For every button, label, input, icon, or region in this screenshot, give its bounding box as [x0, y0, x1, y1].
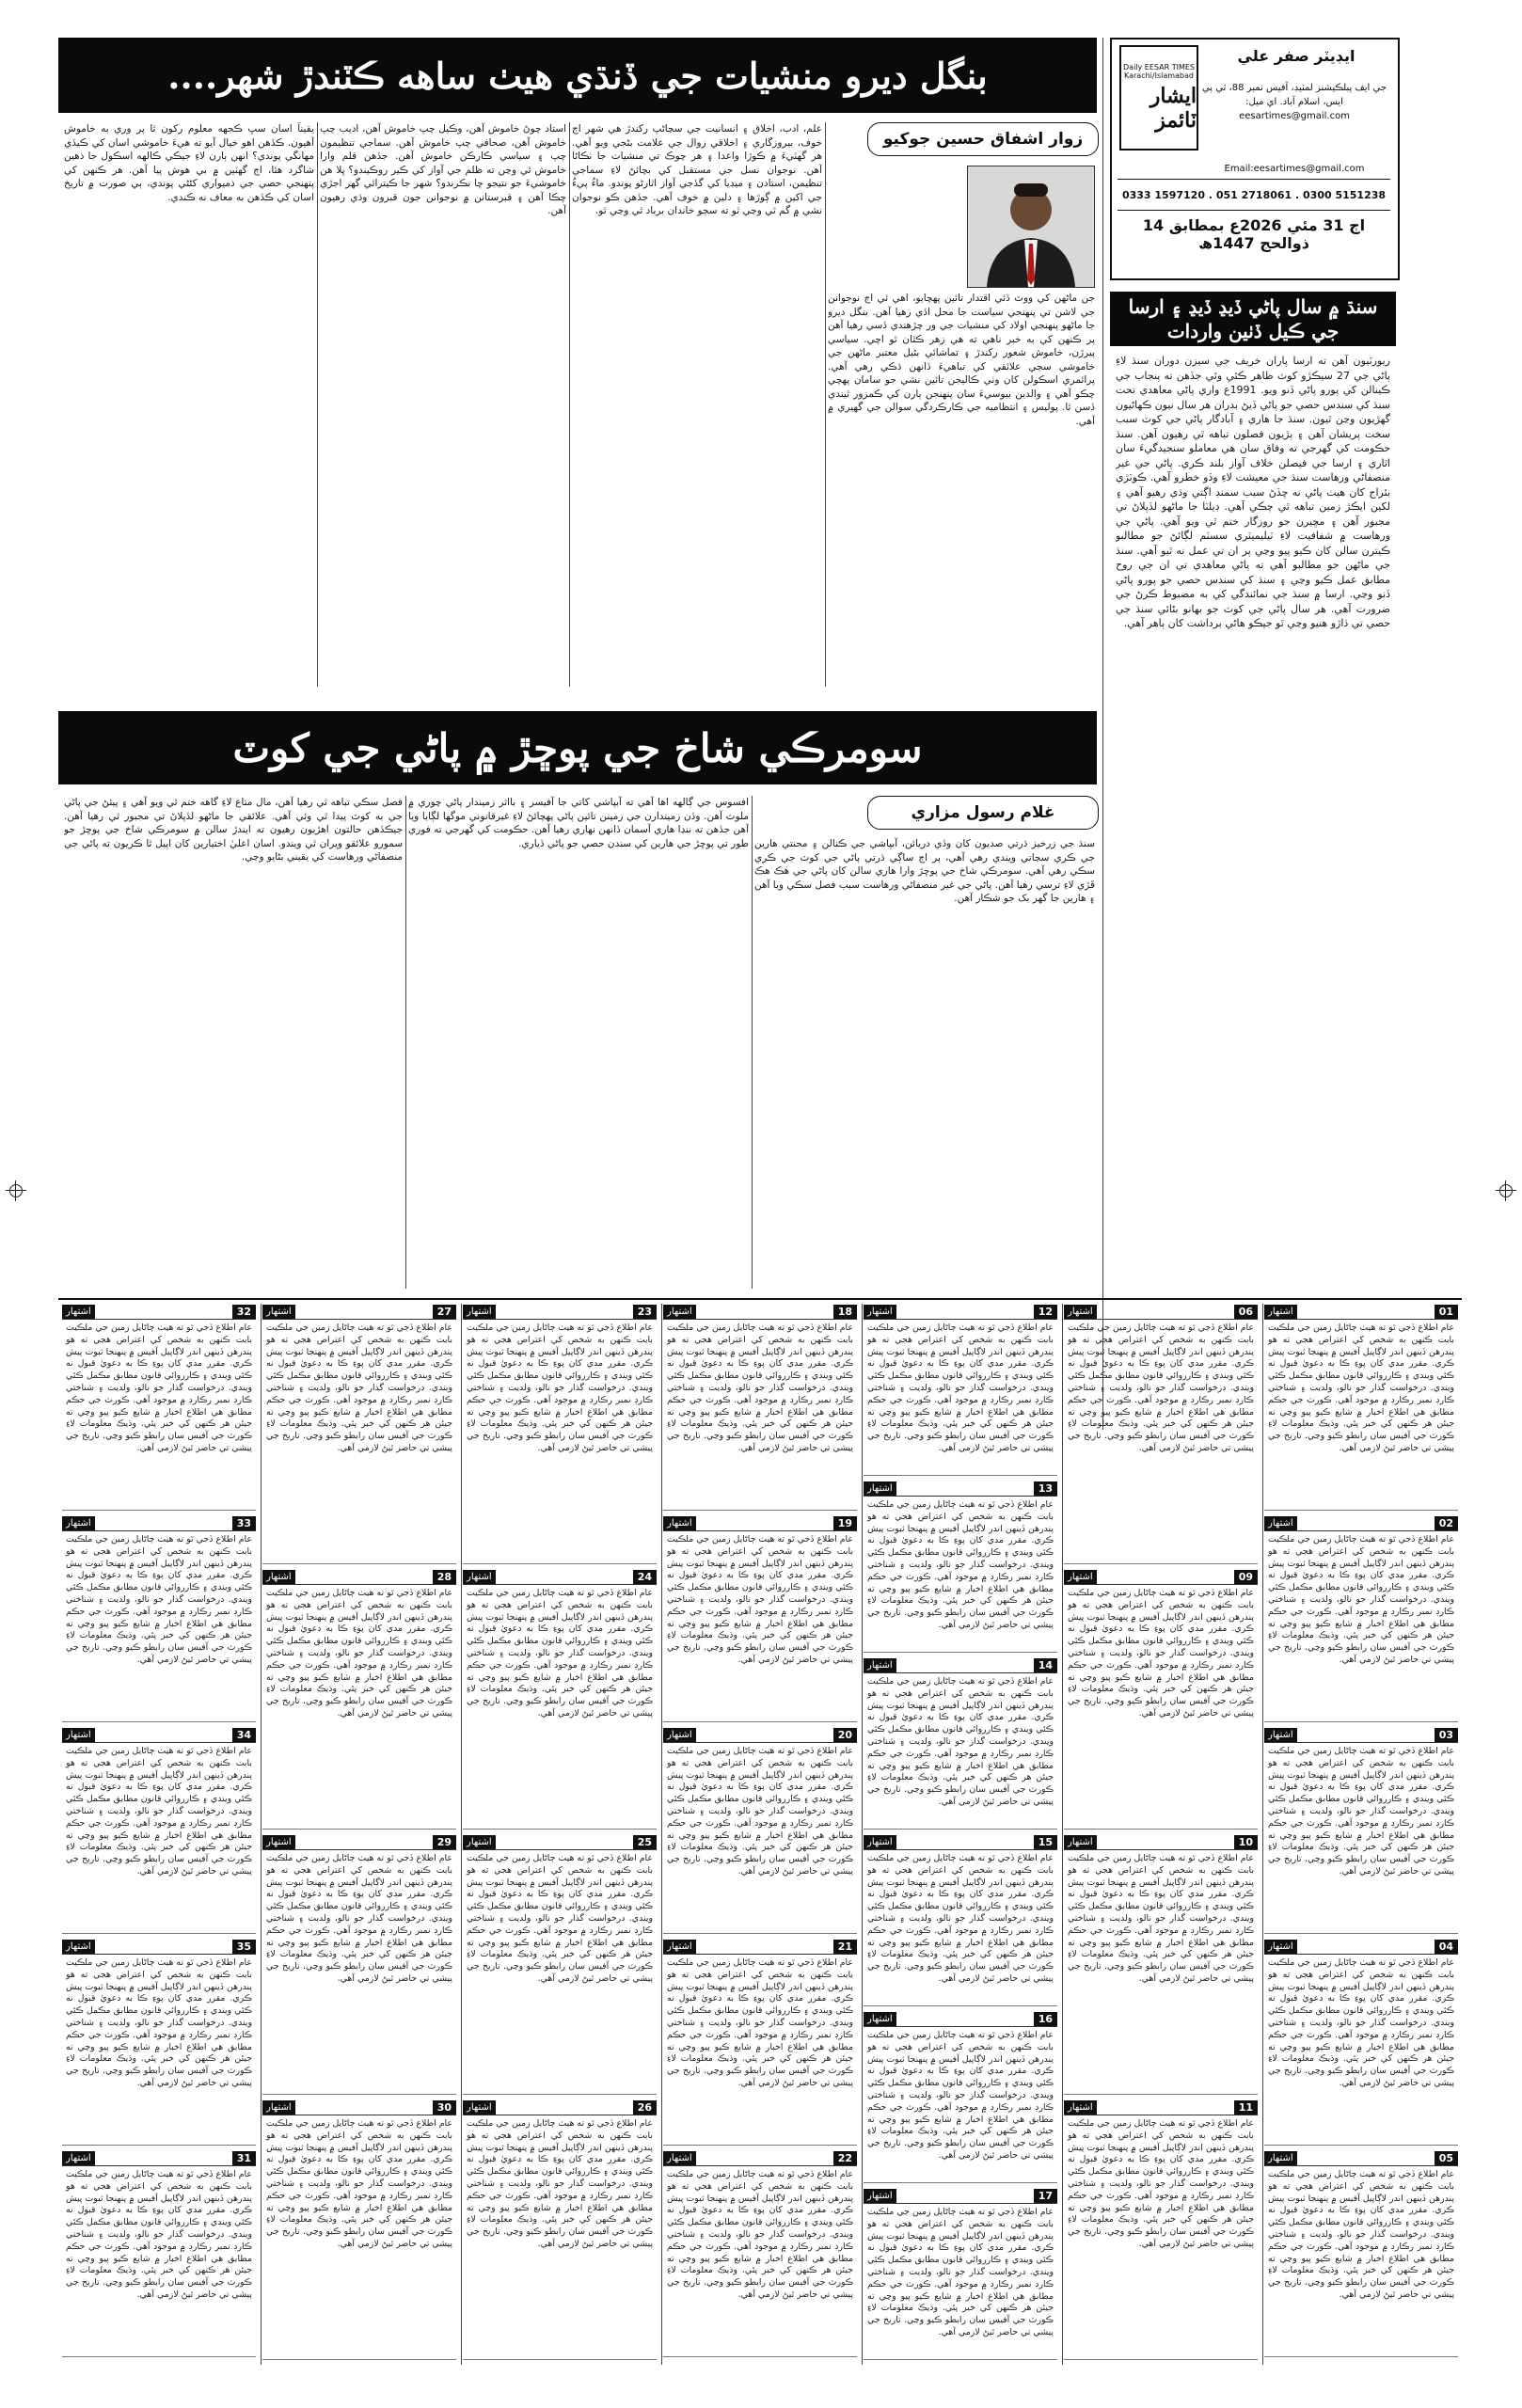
notice-item	[62, 1939, 256, 2146]
notice-text: عام اطلاع ڏجي ٿو ته هيٺ ڄاڻايل زمين جي ملڪيت بابت ڪنهن به شخص کي اعتراض هجي ته هو پندرهن ڏينهن اندر لاڳاپيل آفيس ۾ پنهنجا ثبوت پيش ڪري. مقرر مدي کان پوءِ ڪا به دعويٰ قبول نه ڪئي ويندي ۽ ڪارروائي قانون مطابق مڪمل ڪئي ويندي. درخواست گذار جو نالو، ولديت ۽ شناختي ڪارڊ نمبر رڪارڊ ۾ موجود آهي. ڪورٽ جي حڪم مطابق هي اطلاع اخبار ۾ شايع ڪيو پيو وڃي ته جيئن هر ڪنهن کي خبر پئي. وڌيڪ معلومات لاءِ ڪورٽ جي آفيس سان رابطو ڪيو وڃي. تاريخ جي پيشي تي حاضر ٿيڻ لازمي آهي.	[266, 1853, 452, 1984]
column-rule	[1062, 1304, 1063, 2365]
story1-column-b: علم، ادب، اخلاق ۽ انسانيت جي سڃاڻپ رکندڙ هي شهر اڄ خوف، بيروزگاري ۽ اخلاقي زوال جي علامت بڻجي ويو آهي. هر گهٽيءَ ۾ ڪوڙا واعدا ۽ هر چوڪ تي منشيات جا ٺڪاڻا آهن. نوجوان نسل جي مستقبل کي بچائڻ لاءِ سماجي تنظيمن، استادن ۽ ميڊيا کي گڏجي آواز اٿارڻو پوندو. ماءُ پيءُ جي اکين ۾ ڳوڙها ۽ دلين ۾ خوف آهي. جڏهن ڪو نوجوان نشي ۾ گم ٿي وڃي ٿو ته سڄو خاندان برباد ٿي وڃي ٿو.	[572, 123, 822, 216]
notice-item	[463, 1834, 657, 2095]
notice-text: عام اطلاع ڏجي ٿو ته هيٺ ڄاڻايل زمين جي ملڪيت بابت ڪنهن به شخص کي اعتراض هجي ته هو پندرهن ڏينهن اندر لاڳاپيل آفيس ۾ پنهنجا ثبوت پيش ڪري. مقرر مدي کان پوءِ ڪا به دعويٰ قبول نه ڪئي ويندي ۽ ڪارروائي قانون مطابق مڪمل ڪئي ويندي. درخواست گذار جو نالو، ولديت ۽ شناختي ڪارڊ نمبر رڪارڊ ۾ موجود آهي. ڪورٽ جي حڪم مطابق هي اطلاع اخبار ۾ شايع ڪيو پيو وڃي ته جيئن هر ڪنهن کي خبر پئي. وڌيڪ معلومات لاءِ ڪورٽ جي آفيس سان رابطو ڪيو وڃي. تاريخ جي پيشي تي حاضر ٿيڻ لازمي آهي.	[667, 1746, 853, 1877]
notice-label: اشتهار	[463, 1305, 496, 1319]
notice-number: 24	[633, 1570, 657, 1584]
sidebar-body: ريورٽيون آهن ته ارسا پاران خريف جي سيزن دوران سنڌ لاءِ پاڻي جي 27 سيڪڙو کوٽ ظاهر ڪئي وئي جڏهن ته پنجاب جي ڪينالن کي پورو پاڻي ڏنو ويو. 1991ع واري پاڻي معاهدي تحت سنڌ کي سندس حصي جو پاڻي ڏيڻ بدران هر سال نيون ڪهاڻيون گهڙيون وڃن ٿيون. سنڌ جا هاري ۽ آبادگار پاڻي جي کوٽ سبب سخت پريشان آهن ۽ ٻڙيون فصلون تباهه ٿي رهيون آهن. سنڌ حڪومت کي گهرجي ته وفاق سان هي معاملو سنجيدگيءَ سان اٿاري ۽ ارسا جي فيصلن خلاف آواز بلند ڪري. پاڻي جي غير منصفاڻي ورهاست سنڌ جي معيشت لاءِ وڏو خطرو آهي. ڪوٽڙي بئراج کان هيٺ پاڻي نه ڇڏڻ سبب سمنڊ اڳتي وڌي رهيو آهي ۽ لکين ايڪڙ زمين تباهه ٿي چڪي آهي. ڊيلٽا جا ماڻهو لڏپلاڻ تي مجبور آهن ۽ مڇيرن جو روزگار ختم ٿي ويو آهي. پاڻي جي ورهاست ۾ شفافيت لاءِ ٽيليميٽري سسٽم لڳائڻ جو مطالبو ڪيترن سالن کان ڪيو پيو وڃي پر ان تي عمل نه ٿيو آهي. سنڌ جي ماڻهن جو مطالبو آهي ته پاڻي معاهدي تي ان جي روح مطابق عمل ڪيو وڃي ۽ سنڌ کي سندس حصي جو پورو پاڻي ڏنو وڃي. ارسا ۾ سنڌ جي نمائندگي کي به مضبوط ڪرڻ جي ضرورت آهي. هر سال پاڻي جي کوٽ جو بهانو بڻائي سنڌ جي حصي تي ڌاڙو هنيو وڃي ٿو جيڪو هاڻي برداشت کان ٻاهر آهي.	[1116, 355, 1390, 629]
column-rule	[1262, 1304, 1263, 2365]
notice-label: اشتهار	[262, 1570, 295, 1584]
notice-text: عام اطلاع ڏجي ٿو ته هيٺ ڄاڻايل زمين جي ملڪيت بابت ڪنهن به شخص کي اعتراض هجي ته هو پندرهن ڏينهن اندر لاڳاپيل آفيس ۾ پنهنجا ثبوت پيش ڪري. مقرر مدي کان پوءِ ڪا به دعويٰ قبول نه ڪئي ويندي ۽ ڪارروائي قانون مطابق مڪمل ڪئي ويندي. درخواست گذار جو نالو، ولديت ۽ شناختي ڪارڊ نمبر رڪارڊ ۾ موجود آهي. ڪورٽ جي حڪم مطابق هي اطلاع اخبار ۾ شايع ڪيو پيو وڃي ته جيئن هر ڪنهن کي خبر پئي. وڌيڪ معلومات لاءِ ڪورٽ جي آفيس سان رابطو ڪيو وڃي. تاريخ جي پيشي تي حاضر ٿيڻ لازمي آهي.	[467, 1588, 653, 1719]
registration-mark-left	[6, 1180, 26, 1201]
notice-label: اشتهار	[663, 1305, 696, 1319]
story2-column-b: افسوس جي ڳالهه اها آهي ته آبپاشي کاتي جا آفيسر ۽ بااثر زميندار پاڻي چوري ۾ ملوث آهن. وڏن زميندارن جي زمينن تائين پاڻي پهچائڻ لاءِ غيرقانوني موگها لڳايا ويا آهن جڏهن ته ننڍا هاري آسمان ڏانهن نهاري رهيا آهن. حڪومت کي گهرجي ته فوري طور تي پوڇڙ جي هارين کي سندن حصي جو پاڻي ڏياري.	[408, 797, 749, 849]
notice-label: اشتهار	[1264, 1728, 1297, 1742]
notice-text: عام اطلاع ڏجي ٿو ته هيٺ ڄاڻايل زمين جي ملڪيت بابت ڪنهن به شخص کي اعتراض هجي ته هو پندرهن ڏينهن اندر لاڳاپيل آفيس ۾ پنهنجا ثبوت پيش ڪري. مقرر مدي کان پوءِ ڪا به دعويٰ قبول نه ڪئي ويندي ۽ ڪارروائي قانون مطابق مڪمل ڪئي ويندي. درخواست گذار جو نالو، ولديت ۽ شناختي ڪارڊ نمبر رڪارڊ ۾ موجود آهي. ڪورٽ جي حڪم مطابق هي اطلاع اخبار ۾ شايع ڪيو پيو وڃي ته جيئن هر ڪنهن کي خبر پئي. وڌيڪ معلومات لاءِ ڪورٽ جي آفيس سان رابطو ڪيو وڃي. تاريخ جي پيشي تي حاضر ٿيڻ لازمي آهي.	[867, 2030, 1054, 2161]
notice-item	[62, 1727, 256, 1934]
notice-item	[463, 1569, 657, 1830]
notice-number: 04	[1435, 1940, 1458, 1954]
notice-text: عام اطلاع ڏجي ٿو ته هيٺ ڄاڻايل زمين جي ملڪيت بابت ڪنهن به شخص کي اعتراض هجي ته هو پندرهن ڏينهن اندر لاڳاپيل آفيس ۾ پنهنجا ثبوت پيش ڪري. مقرر مدي کان پوءِ ڪا به دعويٰ قبول نه ڪئي ويندي ۽ ڪارروائي قانون مطابق مڪمل ڪئي ويندي. درخواست گذار جو نالو، ولديت ۽ شناختي ڪارڊ نمبر رڪارڊ ۾ موجود آهي. ڪورٽ جي حڪم مطابق هي اطلاع اخبار ۾ شايع ڪيو پيو وڃي ته جيئن هر ڪنهن کي خبر پئي. وڌيڪ معلومات لاءِ ڪورٽ جي آفيس سان رابطو ڪيو وڃي. تاريخ جي پيشي تي حاضر ٿيڻ لازمي آهي.	[667, 1323, 853, 1453]
notice-text: عام اطلاع ڏجي ٿو ته هيٺ ڄاڻايل زمين جي ملڪيت بابت ڪنهن به شخص کي اعتراض هجي ته هو پندرهن ڏينهن اندر لاڳاپيل آفيس ۾ پنهنجا ثبوت پيش ڪري. مقرر مدي کان پوءِ ڪا به دعويٰ قبول نه ڪئي ويندي ۽ ڪارروائي قانون مطابق مڪمل ڪئي ويندي. درخواست گذار جو نالو، ولديت ۽ شناختي ڪارڊ نمبر رڪارڊ ۾ موجود آهي. ڪورٽ جي حڪم مطابق هي اطلاع اخبار ۾ شايع ڪيو پيو وڃي ته جيئن هر ڪنهن کي خبر پئي. وڌيڪ معلومات لاءِ ڪورٽ جي آفيس سان رابطو ڪيو وڃي. تاريخ جي پيشي تي حاضر ٿيڻ لازمي آهي.	[467, 2118, 653, 2249]
masthead-address: جي ايف پبلڪيشنز لمٽيڊ، آفيس نمبر 88، ٽي پي ايس، اسلام آباد. اي ميل: eesartimes@gmail.com	[1201, 83, 1387, 121]
notice-header	[463, 1834, 657, 1850]
notice-header	[864, 1481, 1057, 1497]
notice-text: عام اطلاع ڏجي ٿو ته هيٺ ڄاڻايل زمين جي ملڪيت بابت ڪنهن به شخص کي اعتراض هجي ته هو پندرهن ڏينهن اندر لاڳاپيل آفيس ۾ پنهنجا ثبوت پيش ڪري. مقرر مدي کان پوءِ ڪا به دعويٰ قبول نه ڪئي ويندي ۽ ڪارروائي قانون مطابق مڪمل ڪئي ويندي. درخواست گذار جو نالو، ولديت ۽ شناختي ڪارڊ نمبر رڪارڊ ۾ موجود آهي. ڪورٽ جي حڪم مطابق هي اطلاع اخبار ۾ شايع ڪيو پيو وڃي ته جيئن هر ڪنهن کي خبر پئي. وڌيڪ معلومات لاءِ ڪورٽ جي آفيس سان رابطو ڪيو وڃي. تاريخ جي پيشي تي حاضر ٿيڻ لازمي آهي.	[266, 1588, 452, 1719]
notice-header	[1264, 1939, 1458, 1955]
notice-item	[1064, 2099, 1258, 2360]
notice-number: 01	[1435, 1305, 1458, 1319]
notice-text: عام اطلاع ڏجي ٿو ته هيٺ ڄاڻايل زمين جي ملڪيت بابت ڪنهن به شخص کي اعتراض هجي ته هو پندرهن ڏينهن اندر لاڳاپيل آفيس ۾ پنهنجا ثبوت پيش ڪري. مقرر مدي کان پوءِ ڪا به دعويٰ قبول نه ڪئي ويندي ۽ ڪارروائي قانون مطابق مڪمل ڪئي ويندي. درخواست گذار جو نالو، ولديت ۽ شناختي ڪارڊ نمبر رڪارڊ ۾ موجود آهي. ڪورٽ جي حڪم مطابق هي اطلاع اخبار ۾ شايع ڪيو پيو وڃي ته جيئن هر ڪنهن کي خبر پئي. وڌيڪ معلومات لاءِ ڪورٽ جي آفيس سان رابطو ڪيو وڃي. تاريخ جي پيشي تي حاضر ٿيڻ لازمي آهي.	[66, 1323, 252, 1453]
notice-text: عام اطلاع ڏجي ٿو ته هيٺ ڄاڻايل زمين جي ملڪيت بابت ڪنهن به شخص کي اعتراض هجي ته هو پندرهن ڏينهن اندر لاڳاپيل آفيس ۾ پنهنجا ثبوت پيش ڪري. مقرر مدي کان پوءِ ڪا به دعويٰ قبول نه ڪئي ويندي ۽ ڪارروائي قانون مطابق مڪمل ڪئي ويندي. درخواست گذار جو نالو، ولديت ۽ شناختي ڪارڊ نمبر رڪارڊ ۾ موجود آهي. ڪورٽ جي حڪم مطابق هي اطلاع اخبار ۾ شايع ڪيو پيو وڃي ته جيئن هر ڪنهن کي خبر پئي. وڌيڪ معلومات لاءِ ڪورٽ جي آفيس سان رابطو ڪيو وڃي. تاريخ جي پيشي تي حاضر ٿيڻ لازمي آهي.	[1268, 2169, 1454, 2300]
notice-item	[62, 2150, 256, 2357]
notice-number: 35	[232, 1940, 256, 1954]
column-rule	[862, 1304, 863, 2365]
notice-text: عام اطلاع ڏجي ٿو ته هيٺ ڄاڻايل زمين جي ملڪيت بابت ڪنهن به شخص کي اعتراض هجي ته هو پندرهن ڏينهن اندر لاڳاپيل آفيس ۾ پنهنجا ثبوت پيش ڪري. مقرر مدي کان پوءِ ڪا به دعويٰ قبول نه ڪئي ويندي ۽ ڪارروائي قانون مطابق مڪمل ڪئي ويندي. درخواست گذار جو نالو، ولديت ۽ شناختي ڪارڊ نمبر رڪارڊ ۾ موجود آهي. ڪورٽ جي حڪم مطابق هي اطلاع اخبار ۾ شايع ڪيو پيو وڃي ته جيئن هر ڪنهن کي خبر پئي. وڌيڪ معلومات لاءِ ڪورٽ جي آفيس سان رابطو ڪيو وڃي. تاريخ جي پيشي تي حاضر ٿيڻ لازمي آهي.	[667, 2169, 853, 2300]
notice-item	[663, 1515, 857, 1722]
notice-label: اشتهار	[864, 2189, 896, 2203]
notice-label: اشتهار	[262, 2100, 295, 2115]
notice-item	[262, 2099, 456, 2360]
notice-header	[1264, 1304, 1458, 1320]
notice-label: اشتهار	[463, 2100, 496, 2115]
notice-header	[62, 1939, 256, 1955]
notice-text: عام اطلاع ڏجي ٿو ته هيٺ ڄاڻايل زمين جي ملڪيت بابت ڪنهن به شخص کي اعتراض هجي ته هو پندرهن ڏينهن اندر لاڳاپيل آفيس ۾ پنهنجا ثبوت پيش ڪري. مقرر مدي کان پوءِ ڪا به دعويٰ قبول نه ڪئي ويندي ۽ ڪارروائي قانون مطابق مڪمل ڪئي ويندي. درخواست گذار جو نالو، ولديت ۽ شناختي ڪارڊ نمبر رڪارڊ ۾ موجود آهي. ڪورٽ جي حڪم مطابق هي اطلاع اخبار ۾ شايع ڪيو پيو وڃي ته جيئن هر ڪنهن کي خبر پئي. وڌيڪ معلومات لاءِ ڪورٽ جي آفيس سان رابطو ڪيو وڃي. تاريخ جي پيشي تي حاضر ٿيڻ لازمي آهي.	[667, 1534, 853, 1665]
notice-header	[262, 1569, 456, 1585]
notice-number: 18	[833, 1305, 857, 1319]
notice-item	[1264, 1304, 1458, 1511]
notice-item	[1264, 1939, 1458, 2146]
column-rule	[825, 122, 826, 687]
notice-label: اشتهار	[1264, 1516, 1297, 1530]
notice-header	[463, 1304, 657, 1320]
notice-item	[262, 1834, 456, 2095]
notice-item	[663, 1727, 857, 1934]
notice-number: 13	[1034, 1481, 1057, 1496]
story2-headline: سومرڪي شاخ جي پوڇڙ ۾ پاڻي جي کوٽ	[58, 711, 1097, 784]
story1-byline: زوار اشفاق حسين جوکيو	[867, 122, 1099, 156]
notice-header	[1064, 2099, 1258, 2115]
notice-item	[1064, 1834, 1258, 2095]
logo-text: ايشار ٽائمز	[1149, 84, 1197, 133]
notice-header	[1064, 1304, 1258, 1320]
notice-text: عام اطلاع ڏجي ٿو ته هيٺ ڄاڻايل زمين جي ملڪيت بابت ڪنهن به شخص کي اعتراض هجي ته هو پندرهن ڏينهن اندر لاڳاپيل آفيس ۾ پنهنجا ثبوت پيش ڪري. مقرر مدي کان پوءِ ڪا به دعويٰ قبول نه ڪئي ويندي ۽ ڪارروائي قانون مطابق مڪمل ڪئي ويندي. درخواست گذار جو نالو، ولديت ۽ شناختي ڪارڊ نمبر رڪارڊ ۾ موجود آهي. ڪورٽ جي حڪم مطابق هي اطلاع اخبار ۾ شايع ڪيو پيو وڃي ته جيئن هر ڪنهن کي خبر پئي. وڌيڪ معلومات لاءِ ڪورٽ جي آفيس سان رابطو ڪيو وڃي. تاريخ جي پيشي تي حاضر ٿيڻ لازمي آهي.	[1068, 1853, 1254, 1984]
notice-text: عام اطلاع ڏجي ٿو ته هيٺ ڄاڻايل زمين جي ملڪيت بابت ڪنهن به شخص کي اعتراض هجي ته هو پندرهن ڏينهن اندر لاڳاپيل آفيس ۾ پنهنجا ثبوت پيش ڪري. مقرر مدي کان پوءِ ڪا به دعويٰ قبول نه ڪئي ويندي ۽ ڪارروائي قانون مطابق مڪمل ڪئي ويندي. درخواست گذار جو نالو، ولديت ۽ شناختي ڪارڊ نمبر رڪارڊ ۾ موجود آهي. ڪورٽ جي حڪم مطابق هي اطلاع اخبار ۾ شايع ڪيو پيو وڃي ته جيئن هر ڪنهن کي خبر پئي. وڌيڪ معلومات لاءِ ڪورٽ جي آفيس سان رابطو ڪيو وڃي. تاريخ جي پيشي تي حاضر ٿيڻ لازمي آهي.	[867, 2207, 1054, 2337]
notice-label: اشتهار	[262, 1835, 295, 1849]
notice-label: اشتهار	[864, 1835, 896, 1849]
notice-number: 28	[433, 1570, 456, 1584]
notice-header	[463, 1569, 657, 1585]
notice-item	[463, 2099, 657, 2360]
notice-header	[663, 1304, 857, 1320]
notice-label: اشتهار	[62, 1305, 95, 1319]
logo-block	[1119, 45, 1198, 150]
notice-header	[262, 2099, 456, 2115]
notice-label: اشتهار	[864, 2012, 896, 2026]
notice-text: عام اطلاع ڏجي ٿو ته هيٺ ڄاڻايل زمين جي ملڪيت بابت ڪنهن به شخص کي اعتراض هجي ته هو پندرهن ڏينهن اندر لاڳاپيل آفيس ۾ پنهنجا ثبوت پيش ڪري. مقرر مدي کان پوءِ ڪا به دعويٰ قبول نه ڪئي ويندي ۽ ڪارروائي قانون مطابق مڪمل ڪئي ويندي. درخواست گذار جو نالو، ولديت ۽ شناختي ڪارڊ نمبر رڪارڊ ۾ موجود آهي. ڪورٽ جي حڪم مطابق هي اطلاع اخبار ۾ شايع ڪيو پيو وڃي ته جيئن هر ڪنهن کي خبر پئي. وڌيڪ معلومات لاءِ ڪورٽ جي آفيس سان رابطو ڪيو وڃي. تاريخ جي پيشي تي حاضر ٿيڻ لازمي آهي.	[1268, 1746, 1454, 1877]
notice-header	[1264, 2150, 1458, 2166]
notice-number: 06	[1234, 1305, 1258, 1319]
notice-label: اشتهار	[1064, 1570, 1097, 1584]
notice-header	[864, 1304, 1057, 1320]
notice-header	[62, 1304, 256, 1320]
notice-text: عام اطلاع ڏجي ٿو ته هيٺ ڄاڻايل زمين جي ملڪيت بابت ڪنهن به شخص کي اعتراض هجي ته هو پندرهن ڏينهن اندر لاڳاپيل آفيس ۾ پنهنجا ثبوت پيش ڪري. مقرر مدي کان پوءِ ڪا به دعويٰ قبول نه ڪئي ويندي ۽ ڪارروائي قانون مطابق مڪمل ڪئي ويندي. درخواست گذار جو نالو، ولديت ۽ شناختي ڪارڊ نمبر رڪارڊ ۾ موجود آهي. ڪورٽ جي حڪم مطابق هي اطلاع اخبار ۾ شايع ڪيو پيو وڃي ته جيئن هر ڪنهن کي خبر پئي. وڌيڪ معلومات لاءِ ڪورٽ جي آفيس سان رابطو ڪيو وڃي. تاريخ جي پيشي تي حاضر ٿيڻ لازمي آهي.	[66, 1957, 252, 2088]
notice-text: عام اطلاع ڏجي ٿو ته هيٺ ڄاڻايل زمين جي ملڪيت بابت ڪنهن به شخص کي اعتراض هجي ته هو پندرهن ڏينهن اندر لاڳاپيل آفيس ۾ پنهنجا ثبوت پيش ڪري. مقرر مدي کان پوءِ ڪا به دعويٰ قبول نه ڪئي ويندي ۽ ڪارروائي قانون مطابق مڪمل ڪئي ويندي. درخواست گذار جو نالو، ولديت ۽ شناختي ڪارڊ نمبر رڪارڊ ۾ موجود آهي. ڪورٽ جي حڪم مطابق هي اطلاع اخبار ۾ شايع ڪيو پيو وڃي ته جيئن هر ڪنهن کي خبر پئي. وڌيڪ معلومات لاءِ ڪورٽ جي آفيس سان رابطو ڪيو وڃي. تاريخ جي پيشي تي حاضر ٿيڻ لازمي آهي.	[667, 1957, 853, 2088]
notice-number: 32	[232, 1305, 256, 1319]
notice-item	[1064, 1569, 1258, 1830]
story2-column-c: فصل سڪي تباهه ٿي رهيا آهن، مال متاع لاءِ گاهه ختم ٿي ويو آهي ۽ پيئڻ جي پاڻي جي به کوٽ پيدا ٿي وئي آهي. علائقي جا ماڻهو لڏپلاڻ تي مجبور ٿي رهيا آهن. جيڪڏهن حالتون اهڙيون رهيون ته ايندڙ سالن ۾ سومرڪي شاخ جي پوڇڙ جو سمورو علائقو ويران ٿي ويندو. اسان اعليٰ اختيارين کان اپيل ٿا ڪريون ته پاڻي جي منصفاڻي ورهاست کي يقيني بڻايو وڃي.	[64, 797, 403, 863]
notice-label: اشتهار	[1064, 2100, 1097, 2115]
notice-item	[663, 2150, 857, 2357]
notice-item	[663, 1304, 857, 1511]
notice-text: عام اطلاع ڏجي ٿو ته هيٺ ڄاڻايل زمين جي ملڪيت بابت ڪنهن به شخص کي اعتراض هجي ته هو پندرهن ڏينهن اندر لاڳاپيل آفيس ۾ پنهنجا ثبوت پيش ڪري. مقرر مدي کان پوءِ ڪا به دعويٰ قبول نه ڪئي ويندي ۽ ڪارروائي قانون مطابق مڪمل ڪئي ويندي. درخواست گذار جو نالو، ولديت ۽ شناختي ڪارڊ نمبر رڪارڊ ۾ موجود آهي. ڪورٽ جي حڪم مطابق هي اطلاع اخبار ۾ شايع ڪيو پيو وڃي ته جيئن هر ڪنهن کي خبر پئي. وڌيڪ معلومات لاءِ ڪورٽ جي آفيس سان رابطو ڪيو وڃي. تاريخ جي پيشي تي حاضر ٿيڻ لازمي آهي.	[1268, 1323, 1454, 1453]
notice-header	[262, 1834, 456, 1850]
notice-number: 26	[633, 2100, 657, 2115]
notice-number: 22	[833, 2151, 857, 2165]
notice-text: عام اطلاع ڏجي ٿو ته هيٺ ڄاڻايل زمين جي ملڪيت بابت ڪنهن به شخص کي اعتراض هجي ته هو پندرهن ڏينهن اندر لاڳاپيل آفيس ۾ پنهنجا ثبوت پيش ڪري. مقرر مدي کان پوءِ ڪا به دعويٰ قبول نه ڪئي ويندي ۽ ڪارروائي قانون مطابق مڪمل ڪئي ويندي. درخواست گذار جو نالو، ولديت ۽ شناختي ڪارڊ نمبر رڪارڊ ۾ موجود آهي. ڪورٽ جي حڪم مطابق هي اطلاع اخبار ۾ شايع ڪيو پيو وڃي ته جيئن هر ڪنهن کي خبر پئي. وڌيڪ معلومات لاءِ ڪورٽ جي آفيس سان رابطو ڪيو وڃي. تاريخ جي پيشي تي حاضر ٿيڻ لازمي آهي.	[66, 2169, 252, 2300]
notice-item	[864, 1657, 1057, 1830]
column-rule	[461, 1304, 462, 2365]
notice-number: 09	[1234, 1570, 1258, 1584]
notice-label: اشتهار	[62, 1516, 95, 1530]
newspaper-page	[58, 38, 1462, 2366]
notice-number: 05	[1435, 2151, 1458, 2165]
notice-item	[864, 2188, 1057, 2360]
notice-number: 27	[433, 1305, 456, 1319]
notice-header	[864, 1834, 1057, 1850]
notice-label: اشتهار	[463, 1835, 496, 1849]
notice-text: عام اطلاع ڏجي ٿو ته هيٺ ڄاڻايل زمين جي ملڪيت بابت ڪنهن به شخص کي اعتراض هجي ته هو پندرهن ڏينهن اندر لاڳاپيل آفيس ۾ پنهنجا ثبوت پيش ڪري. مقرر مدي کان پوءِ ڪا به دعويٰ قبول نه ڪئي ويندي ۽ ڪارروائي قانون مطابق مڪمل ڪئي ويندي. درخواست گذار جو نالو، ولديت ۽ شناختي ڪارڊ نمبر رڪارڊ ۾ موجود آهي. ڪورٽ جي حڪم مطابق هي اطلاع اخبار ۾ شايع ڪيو پيو وڃي ته جيئن هر ڪنهن کي خبر پئي. وڌيڪ معلومات لاءِ ڪورٽ جي آفيس سان رابطو ڪيو وڃي. تاريخ جي پيشي تي حاضر ٿيڻ لازمي آهي.	[66, 1746, 252, 1877]
masthead	[1110, 38, 1400, 280]
sidebar-headline: سنڌ ۾ سال پاڻي ڏيڍ ڏيڍ ۽ ارسا جي ڪيل ڏٺين واردات	[1110, 292, 1396, 346]
author-photo	[967, 166, 1095, 288]
notice-text: عام اطلاع ڏجي ٿو ته هيٺ ڄاڻايل زمين جي ملڪيت بابت ڪنهن به شخص کي اعتراض هجي ته هو پندرهن ڏينهن اندر لاڳاپيل آفيس ۾ پنهنجا ثبوت پيش ڪري. مقرر مدي کان پوءِ ڪا به دعويٰ قبول نه ڪئي ويندي ۽ ڪارروائي قانون مطابق مڪمل ڪئي ويندي. درخواست گذار جو نالو، ولديت ۽ شناختي ڪارڊ نمبر رڪارڊ ۾ موجود آهي. ڪورٽ جي حڪم مطابق هي اطلاع اخبار ۾ شايع ڪيو پيو وڃي ته جيئن هر ڪنهن کي خبر پئي. وڌيڪ معلومات لاءِ ڪورٽ جي آفيس سان رابطو ڪيو وڃي. تاريخ جي پيشي تي حاضر ٿيڻ لازمي آهي.	[266, 2118, 452, 2249]
notice-header	[1264, 1515, 1458, 1531]
notice-number: 29	[433, 1835, 456, 1849]
notice-number: 15	[1034, 1835, 1057, 1849]
notice-number: 02	[1435, 1516, 1458, 1530]
notice-number: 19	[833, 1516, 857, 1530]
notice-header	[663, 1939, 857, 1955]
notice-number: 34	[232, 1728, 256, 1742]
notice-text: عام اطلاع ڏجي ٿو ته هيٺ ڄاڻايل زمين جي ملڪيت بابت ڪنهن به شخص کي اعتراض هجي ته هو پندرهن ڏينهن اندر لاڳاپيل آفيس ۾ پنهنجا ثبوت پيش ڪري. مقرر مدي کان پوءِ ڪا به دعويٰ قبول نه ڪئي ويندي ۽ ڪارروائي قانون مطابق مڪمل ڪئي ويندي. درخواست گذار جو نالو، ولديت ۽ شناختي ڪارڊ نمبر رڪارڊ ۾ موجود آهي. ڪورٽ جي حڪم مطابق هي اطلاع اخبار ۾ شايع ڪيو پيو وڃي ته جيئن هر ڪنهن کي خبر پئي. وڌيڪ معلومات لاءِ ڪورٽ جي آفيس سان رابطو ڪيو وڃي. تاريخ جي پيشي تي حاضر ٿيڻ لازمي آهي.	[867, 1499, 1054, 1630]
notice-label: اشتهار	[663, 1516, 696, 1530]
notice-text: عام اطلاع ڏجي ٿو ته هيٺ ڄاڻايل زمين جي ملڪيت بابت ڪنهن به شخص کي اعتراض هجي ته هو پندرهن ڏينهن اندر لاڳاپيل آفيس ۾ پنهنجا ثبوت پيش ڪري. مقرر مدي کان پوءِ ڪا به دعويٰ قبول نه ڪئي ويندي ۽ ڪارروائي قانون مطابق مڪمل ڪئي ويندي. درخواست گذار جو نالو، ولديت ۽ شناختي ڪارڊ نمبر رڪارڊ ۾ موجود آهي. ڪورٽ جي حڪم مطابق هي اطلاع اخبار ۾ شايع ڪيو پيو وڃي ته جيئن هر ڪنهن کي خبر پئي. وڌيڪ معلومات لاءِ ڪورٽ جي آفيس سان رابطو ڪيو وڃي. تاريخ جي پيشي تي حاضر ٿيڻ لازمي آهي.	[867, 1676, 1054, 1807]
notice-header	[1264, 1727, 1458, 1743]
notice-label: اشتهار	[864, 1481, 896, 1496]
notice-text: عام اطلاع ڏجي ٿو ته هيٺ ڄاڻايل زمين جي ملڪيت بابت ڪنهن به شخص کي اعتراض هجي ته هو پندرهن ڏينهن اندر لاڳاپيل آفيس ۾ پنهنجا ثبوت پيش ڪري. مقرر مدي کان پوءِ ڪا به دعويٰ قبول نه ڪئي ويندي ۽ ڪارروائي قانون مطابق مڪمل ڪئي ويندي. درخواست گذار جو نالو، ولديت ۽ شناختي ڪارڊ نمبر رڪارڊ ۾ موجود آهي. ڪورٽ جي حڪم مطابق هي اطلاع اخبار ۾ شايع ڪيو پيو وڃي ته جيئن هر ڪنهن کي خبر پئي. وڌيڪ معلومات لاءِ ڪورٽ جي آفيس سان رابطو ڪيو وڃي. تاريخ جي پيشي تي حاضر ٿيڻ لازمي آهي.	[1268, 1534, 1454, 1665]
column-rule	[405, 796, 406, 1289]
notice-item	[62, 1515, 256, 1722]
notice-header	[663, 2150, 857, 2166]
notice-number: 03	[1435, 1728, 1458, 1742]
notice-label: اشتهار	[62, 2151, 95, 2165]
notice-label: اشتهار	[62, 1940, 95, 1954]
notice-number: 30	[433, 2100, 456, 2115]
notice-text: عام اطلاع ڏجي ٿو ته هيٺ ڄاڻايل زمين جي ملڪيت بابت ڪنهن به شخص کي اعتراض هجي ته هو پندرهن ڏينهن اندر لاڳاپيل آفيس ۾ پنهنجا ثبوت پيش ڪري. مقرر مدي کان پوءِ ڪا به دعويٰ قبول نه ڪئي ويندي ۽ ڪارروائي قانون مطابق مڪمل ڪئي ويندي. درخواست گذار جو نالو، ولديت ۽ شناختي ڪارڊ نمبر رڪارڊ ۾ موجود آهي. ڪورٽ جي حڪم مطابق هي اطلاع اخبار ۾ شايع ڪيو پيو وڃي ته جيئن هر ڪنهن کي خبر پئي. وڌيڪ معلومات لاءِ ڪورٽ جي آفيس سان رابطو ڪيو وڃي. تاريخ جي پيشي تي حاضر ٿيڻ لازمي آهي.	[1068, 1588, 1254, 1719]
notice-text: عام اطلاع ڏجي ٿو ته هيٺ ڄاڻايل زمين جي ملڪيت بابت ڪنهن به شخص کي اعتراض هجي ته هو پندرهن ڏينهن اندر لاڳاپيل آفيس ۾ پنهنجا ثبوت پيش ڪري. مقرر مدي کان پوءِ ڪا به دعويٰ قبول نه ڪئي ويندي ۽ ڪارروائي قانون مطابق مڪمل ڪئي ويندي. درخواست گذار جو نالو، ولديت ۽ شناختي ڪارڊ نمبر رڪارڊ ۾ موجود آهي. ڪورٽ جي حڪم مطابق هي اطلاع اخبار ۾ شايع ڪيو پيو وڃي ته جيئن هر ڪنهن کي خبر پئي. وڌيڪ معلومات لاءِ ڪورٽ جي آفيس سان رابطو ڪيو وڃي. تاريخ جي پيشي تي حاضر ٿيڻ لازمي آهي.	[1068, 2118, 1254, 2249]
column-rule	[317, 122, 318, 687]
notices-area	[58, 1304, 1462, 2365]
notice-number: 17	[1034, 2189, 1057, 2203]
column-rule	[661, 1304, 662, 2365]
notice-item	[62, 1304, 256, 1511]
notice-header	[864, 2011, 1057, 2027]
notice-item	[864, 1481, 1057, 1653]
notice-item	[864, 2011, 1057, 2183]
notice-item	[262, 1304, 456, 1564]
masthead-tagline: Daily EESAR TIMES Karachi/Islamabad	[1123, 63, 1195, 80]
story1-headline: بنگل ديرو منشيات جي ڏنڌي هيٺ ساهه ڪٽندڙ شهر....	[58, 38, 1097, 113]
column-rule	[569, 122, 570, 687]
notice-item	[663, 1939, 857, 2146]
notice-header	[663, 1727, 857, 1743]
masthead-date: اڄ 31 مئي 2026ع بمطابق 14 ذوالحج 1447ھ	[1142, 216, 1366, 252]
notice-header	[62, 1515, 256, 1531]
notice-header	[62, 2150, 256, 2166]
notice-item	[1264, 1727, 1458, 1934]
notice-number: 23	[633, 1305, 657, 1319]
notice-number: 14	[1034, 1658, 1057, 1672]
notice-text: عام اطلاع ڏجي ٿو ته هيٺ ڄاڻايل زمين جي ملڪيت بابت ڪنهن به شخص کي اعتراض هجي ته هو پندرهن ڏينهن اندر لاڳاپيل آفيس ۾ پنهنجا ثبوت پيش ڪري. مقرر مدي کان پوءِ ڪا به دعويٰ قبول نه ڪئي ويندي ۽ ڪارروائي قانون مطابق مڪمل ڪئي ويندي. درخواست گذار جو نالو، ولديت ۽ شناختي ڪارڊ نمبر رڪارڊ ۾ موجود آهي. ڪورٽ جي حڪم مطابق هي اطلاع اخبار ۾ شايع ڪيو پيو وڃي ته جيئن هر ڪنهن کي خبر پئي. وڌيڪ معلومات لاءِ ڪورٽ جي آفيس سان رابطو ڪيو وڃي. تاريخ جي پيشي تي حاضر ٿيڻ لازمي آهي.	[867, 1853, 1054, 1984]
notice-number: 10	[1234, 1835, 1258, 1849]
notice-item	[463, 1304, 657, 1564]
notice-text: عام اطلاع ڏجي ٿو ته هيٺ ڄاڻايل زمين جي ملڪيت بابت ڪنهن به شخص کي اعتراض هجي ته هو پندرهن ڏينهن اندر لاڳاپيل آفيس ۾ پنهنجا ثبوت پيش ڪري. مقرر مدي کان پوءِ ڪا به دعويٰ قبول نه ڪئي ويندي ۽ ڪارروائي قانون مطابق مڪمل ڪئي ويندي. درخواست گذار جو نالو، ولديت ۽ شناختي ڪارڊ نمبر رڪارڊ ۾ موجود آهي. ڪورٽ جي حڪم مطابق هي اطلاع اخبار ۾ شايع ڪيو پيو وڃي ته جيئن هر ڪنهن کي خبر پئي. وڌيڪ معلومات لاءِ ڪورٽ جي آفيس سان رابطو ڪيو وڃي. تاريخ جي پيشي تي حاضر ٿيڻ لازمي آهي.	[467, 1323, 653, 1453]
registration-mark-right	[1496, 1180, 1516, 1201]
notice-item	[1064, 1304, 1258, 1564]
notice-label: اشتهار	[864, 1305, 896, 1319]
story2-column-a: سنڌ جي زرخيز ڌرتي صديون کان وڏي دريائن، آبپاشي جي ڪنالن ۽ محنتي هارين جي ڪري سڃاتي ويندي رهي آهي، پر اڄ ساڳي ڌرتي پاڻي جي کوٽ جي ڪري سڪي رهي آهي. سومرڪي شاخ جي پوڇڙ وارا هاري سالن کان پاڻي جي هڪ هڪ ڦڙي لاءِ ترسي رهيا آهن. پاڻي جي غير منصفاڻي ورهاست سبب فصل سڪي ويا آهن ۽ هارين جا گهر بک جو شڪار آهن.	[754, 838, 1095, 904]
notice-number: 20	[833, 1728, 857, 1742]
story2-byline: غلام رسول مزاري	[867, 796, 1099, 830]
notice-text: عام اطلاع ڏجي ٿو ته هيٺ ڄاڻايل زمين جي ملڪيت بابت ڪنهن به شخص کي اعتراض هجي ته هو پندرهن ڏينهن اندر لاڳاپيل آفيس ۾ پنهنجا ثبوت پيش ڪري. مقرر مدي کان پوءِ ڪا به دعويٰ قبول نه ڪئي ويندي ۽ ڪارروائي قانون مطابق مڪمل ڪئي ويندي. درخواست گذار جو نالو، ولديت ۽ شناختي ڪارڊ نمبر رڪارڊ ۾ موجود آهي. ڪورٽ جي حڪم مطابق هي اطلاع اخبار ۾ شايع ڪيو پيو وڃي ته جيئن هر ڪنهن کي خبر پئي. وڌيڪ معلومات لاءِ ڪورٽ جي آفيس سان رابطو ڪيو وڃي. تاريخ جي پيشي تي حاضر ٿيڻ لازمي آهي.	[66, 1534, 252, 1665]
notice-item	[864, 1834, 1057, 2006]
notice-label: اشتهار	[663, 1728, 696, 1742]
notice-number: 16	[1034, 2012, 1057, 2026]
notice-number: 21	[833, 1940, 857, 1954]
notice-label: اشتهار	[1064, 1835, 1097, 1849]
story1-column-a: جن ماڻهن کي ووٽ ڏئي اقتدار تائين پهچايو، اهي ئي اڄ نوجوانن جي لاشن تي پنهنجي سياست جا محل اڏي رهيا آهن. بنگل ديرو جا ماڻهو پنهنجي اولاد کي منشيات جي ور چڙهندي ڏسي رهيا آهن پر ڪنهن کي به خبر ناهي ته هي زهر ڪٿان ٿو اچي. سياسي پيرڙن، خاموش شعور رکندڙ ۽ تماشائي بڻيل معتبر ماڻهن جي خاموشي سڄي علائقي کي تباهيءَ ڏانهن ڌڪي رهي آهي. پرائمري اسڪولن کان وٺي ڪاليجن تائين نشي جو سامان پهچي چڪو آهي ۽ والدين بيوسيءَ سان پنهنجن ٻارن کي ڪمزور ٿيندي ڏسن ٿا. پوليس ۽ انتظاميه جي ڪارڪردگي سوالن جي گهيري ۾ آهي.	[828, 293, 1095, 427]
notice-item	[1264, 2150, 1458, 2357]
notice-number: 11	[1234, 2100, 1258, 2115]
notice-header	[864, 2188, 1057, 2204]
notice-header	[62, 1727, 256, 1743]
notice-header	[463, 2099, 657, 2115]
notice-header	[864, 1657, 1057, 1673]
notice-header	[663, 1515, 857, 1531]
notice-label: اشتهار	[62, 1728, 95, 1742]
column-rule	[1102, 38, 1103, 1430]
notice-label: اشتهار	[1264, 1305, 1297, 1319]
notice-text: عام اطلاع ڏجي ٿو ته هيٺ ڄاڻايل زمين جي ملڪيت بابت ڪنهن به شخص کي اعتراض هجي ته هو پندرهن ڏينهن اندر لاڳاپيل آفيس ۾ پنهنجا ثبوت پيش ڪري. مقرر مدي کان پوءِ ڪا به دعويٰ قبول نه ڪئي ويندي ۽ ڪارروائي قانون مطابق مڪمل ڪئي ويندي. درخواست گذار جو نالو، ولديت ۽ شناختي ڪارڊ نمبر رڪارڊ ۾ موجود آهي. ڪورٽ جي حڪم مطابق هي اطلاع اخبار ۾ شايع ڪيو پيو وڃي ته جيئن هر ڪنهن کي خبر پئي. وڌيڪ معلومات لاءِ ڪورٽ جي آفيس سان رابطو ڪيو وڃي. تاريخ جي پيشي تي حاضر ٿيڻ لازمي آهي.	[1268, 1957, 1454, 2088]
notice-number: 33	[232, 1516, 256, 1530]
editor-label: ايڊيٽر صفر علي	[1237, 47, 1356, 65]
notice-label: اشتهار	[262, 1305, 295, 1319]
notice-label: اشتهار	[1264, 1940, 1297, 1954]
notice-label: اشتهار	[1264, 2151, 1297, 2165]
notice-label: اشتهار	[663, 1940, 696, 1954]
notice-text: عام اطلاع ڏجي ٿو ته هيٺ ڄاڻايل زمين جي ملڪيت بابت ڪنهن به شخص کي اعتراض هجي ته هو پندرهن ڏينهن اندر لاڳاپيل آفيس ۾ پنهنجا ثبوت پيش ڪري. مقرر مدي کان پوءِ ڪا به دعويٰ قبول نه ڪئي ويندي ۽ ڪارروائي قانون مطابق مڪمل ڪئي ويندي. درخواست گذار جو نالو، ولديت ۽ شناختي ڪارڊ نمبر رڪارڊ ۾ موجود آهي. ڪورٽ جي حڪم مطابق هي اطلاع اخبار ۾ شايع ڪيو پيو وڃي ته جيئن هر ڪنهن کي خبر پئي. وڌيڪ معلومات لاءِ ڪورٽ جي آفيس سان رابطو ڪيو وڃي. تاريخ جي پيشي تي حاضر ٿيڻ لازمي آهي.	[1068, 1323, 1254, 1453]
column-rule	[752, 796, 753, 1289]
masthead-email: Email:eesartimes@gmail.com	[1224, 164, 1365, 174]
notice-text: عام اطلاع ڏجي ٿو ته هيٺ ڄاڻايل زمين جي ملڪيت بابت ڪنهن به شخص کي اعتراض هجي ته هو پندرهن ڏينهن اندر لاڳاپيل آفيس ۾ پنهنجا ثبوت پيش ڪري. مقرر مدي کان پوءِ ڪا به دعويٰ قبول نه ڪئي ويندي ۽ ڪارروائي قانون مطابق مڪمل ڪئي ويندي. درخواست گذار جو نالو، ولديت ۽ شناختي ڪارڊ نمبر رڪارڊ ۾ موجود آهي. ڪورٽ جي حڪم مطابق هي اطلاع اخبار ۾ شايع ڪيو پيو وڃي ته جيئن هر ڪنهن کي خبر پئي. وڌيڪ معلومات لاءِ ڪورٽ جي آفيس سان رابطو ڪيو وڃي. تاريخ جي پيشي تي حاضر ٿيڻ لازمي آهي.	[266, 1323, 452, 1453]
notice-label: اشتهار	[463, 1570, 496, 1584]
notice-header	[262, 1304, 456, 1320]
notice-label: اشتهار	[864, 1658, 896, 1672]
story1-column-d: يقيناً اسان سڀ ڪجهه معلوم رکون ٿا پر وري به خاموش آهيون. ڪڏهن اهو خيال آيو ته هيءَ خاموشي اسان کي ڪيڏي مهانگي پوندي؟ انهن ٻارن لاءِ جيڪي ڪالهه اسڪول جا ذهين شاگرد هئا، اڄ گهٽين ۾ بي هوش پيا آهن. هر ڪنهن کي پنهنجي حصي جي ذميواري کڻڻي پوندي، ٻي صورت ۾ تاريخ اسان کي ڪڏهن به معاف نه ڪندي.	[64, 123, 314, 203]
notice-item	[262, 1569, 456, 1830]
notice-item	[864, 1304, 1057, 1476]
notice-label: اشتهار	[1064, 1305, 1097, 1319]
story1-column-c: استاد چوڻ خاموش آهن، وڪيل چپ خاموش آهن، اديب چپ خاموش آهن، صحافي چپ خاموش آهن. سماجي تنظيمون چپ ۽ سياسي ڪارڪن خاموش آهن. جڏهن قلم وارا خاموش ٿي وڃن ته ظلم جي آواز کي ڪير روڪيندو؟ ڀلا هن خاموشيءَ جو نتيجو ڇا نڪرندو؟ شهر جا ڪيترائي گهر اجڙي چڪا آهن ۽ قبرستانن ۾ نوجوانن جون قبرون وڌي رهيون آهن.	[320, 123, 566, 216]
masthead-phones: 0333 1597120 . 051 2718061 . 0300 5151238	[1118, 179, 1390, 211]
notice-number: 12	[1034, 1305, 1057, 1319]
section-divider	[58, 1298, 1462, 1300]
notice-text: عام اطلاع ڏجي ٿو ته هيٺ ڄاڻايل زمين جي ملڪيت بابت ڪنهن به شخص کي اعتراض هجي ته هو پندرهن ڏينهن اندر لاڳاپيل آفيس ۾ پنهنجا ثبوت پيش ڪري. مقرر مدي کان پوءِ ڪا به دعويٰ قبول نه ڪئي ويندي ۽ ڪارروائي قانون مطابق مڪمل ڪئي ويندي. درخواست گذار جو نالو، ولديت ۽ شناختي ڪارڊ نمبر رڪارڊ ۾ موجود آهي. ڪورٽ جي حڪم مطابق هي اطلاع اخبار ۾ شايع ڪيو پيو وڃي ته جيئن هر ڪنهن کي خبر پئي. وڌيڪ معلومات لاءِ ڪورٽ جي آفيس سان رابطو ڪيو وڃي. تاريخ جي پيشي تي حاضر ٿيڻ لازمي آهي.	[467, 1853, 653, 1984]
notice-number: 31	[232, 2151, 256, 2165]
notice-text: عام اطلاع ڏجي ٿو ته هيٺ ڄاڻايل زمين جي ملڪيت بابت ڪنهن به شخص کي اعتراض هجي ته هو پندرهن ڏينهن اندر لاڳاپيل آفيس ۾ پنهنجا ثبوت پيش ڪري. مقرر مدي کان پوءِ ڪا به دعويٰ قبول نه ڪئي ويندي ۽ ڪارروائي قانون مطابق مڪمل ڪئي ويندي. درخواست گذار جو نالو، ولديت ۽ شناختي ڪارڊ نمبر رڪارڊ ۾ موجود آهي. ڪورٽ جي حڪم مطابق هي اطلاع اخبار ۾ شايع ڪيو پيو وڃي ته جيئن هر ڪنهن کي خبر پئي. وڌيڪ معلومات لاءِ ڪورٽ جي آفيس سان رابطو ڪيو وڃي. تاريخ جي پيشي تي حاضر ٿيڻ لازمي آهي.	[867, 1323, 1054, 1453]
notice-item	[1264, 1515, 1458, 1722]
notice-header	[1064, 1569, 1258, 1585]
column-rule	[261, 1304, 262, 2365]
notice-number: 25	[633, 1835, 657, 1849]
notice-header	[1064, 1834, 1258, 1850]
notice-label: اشتهار	[663, 2151, 696, 2165]
